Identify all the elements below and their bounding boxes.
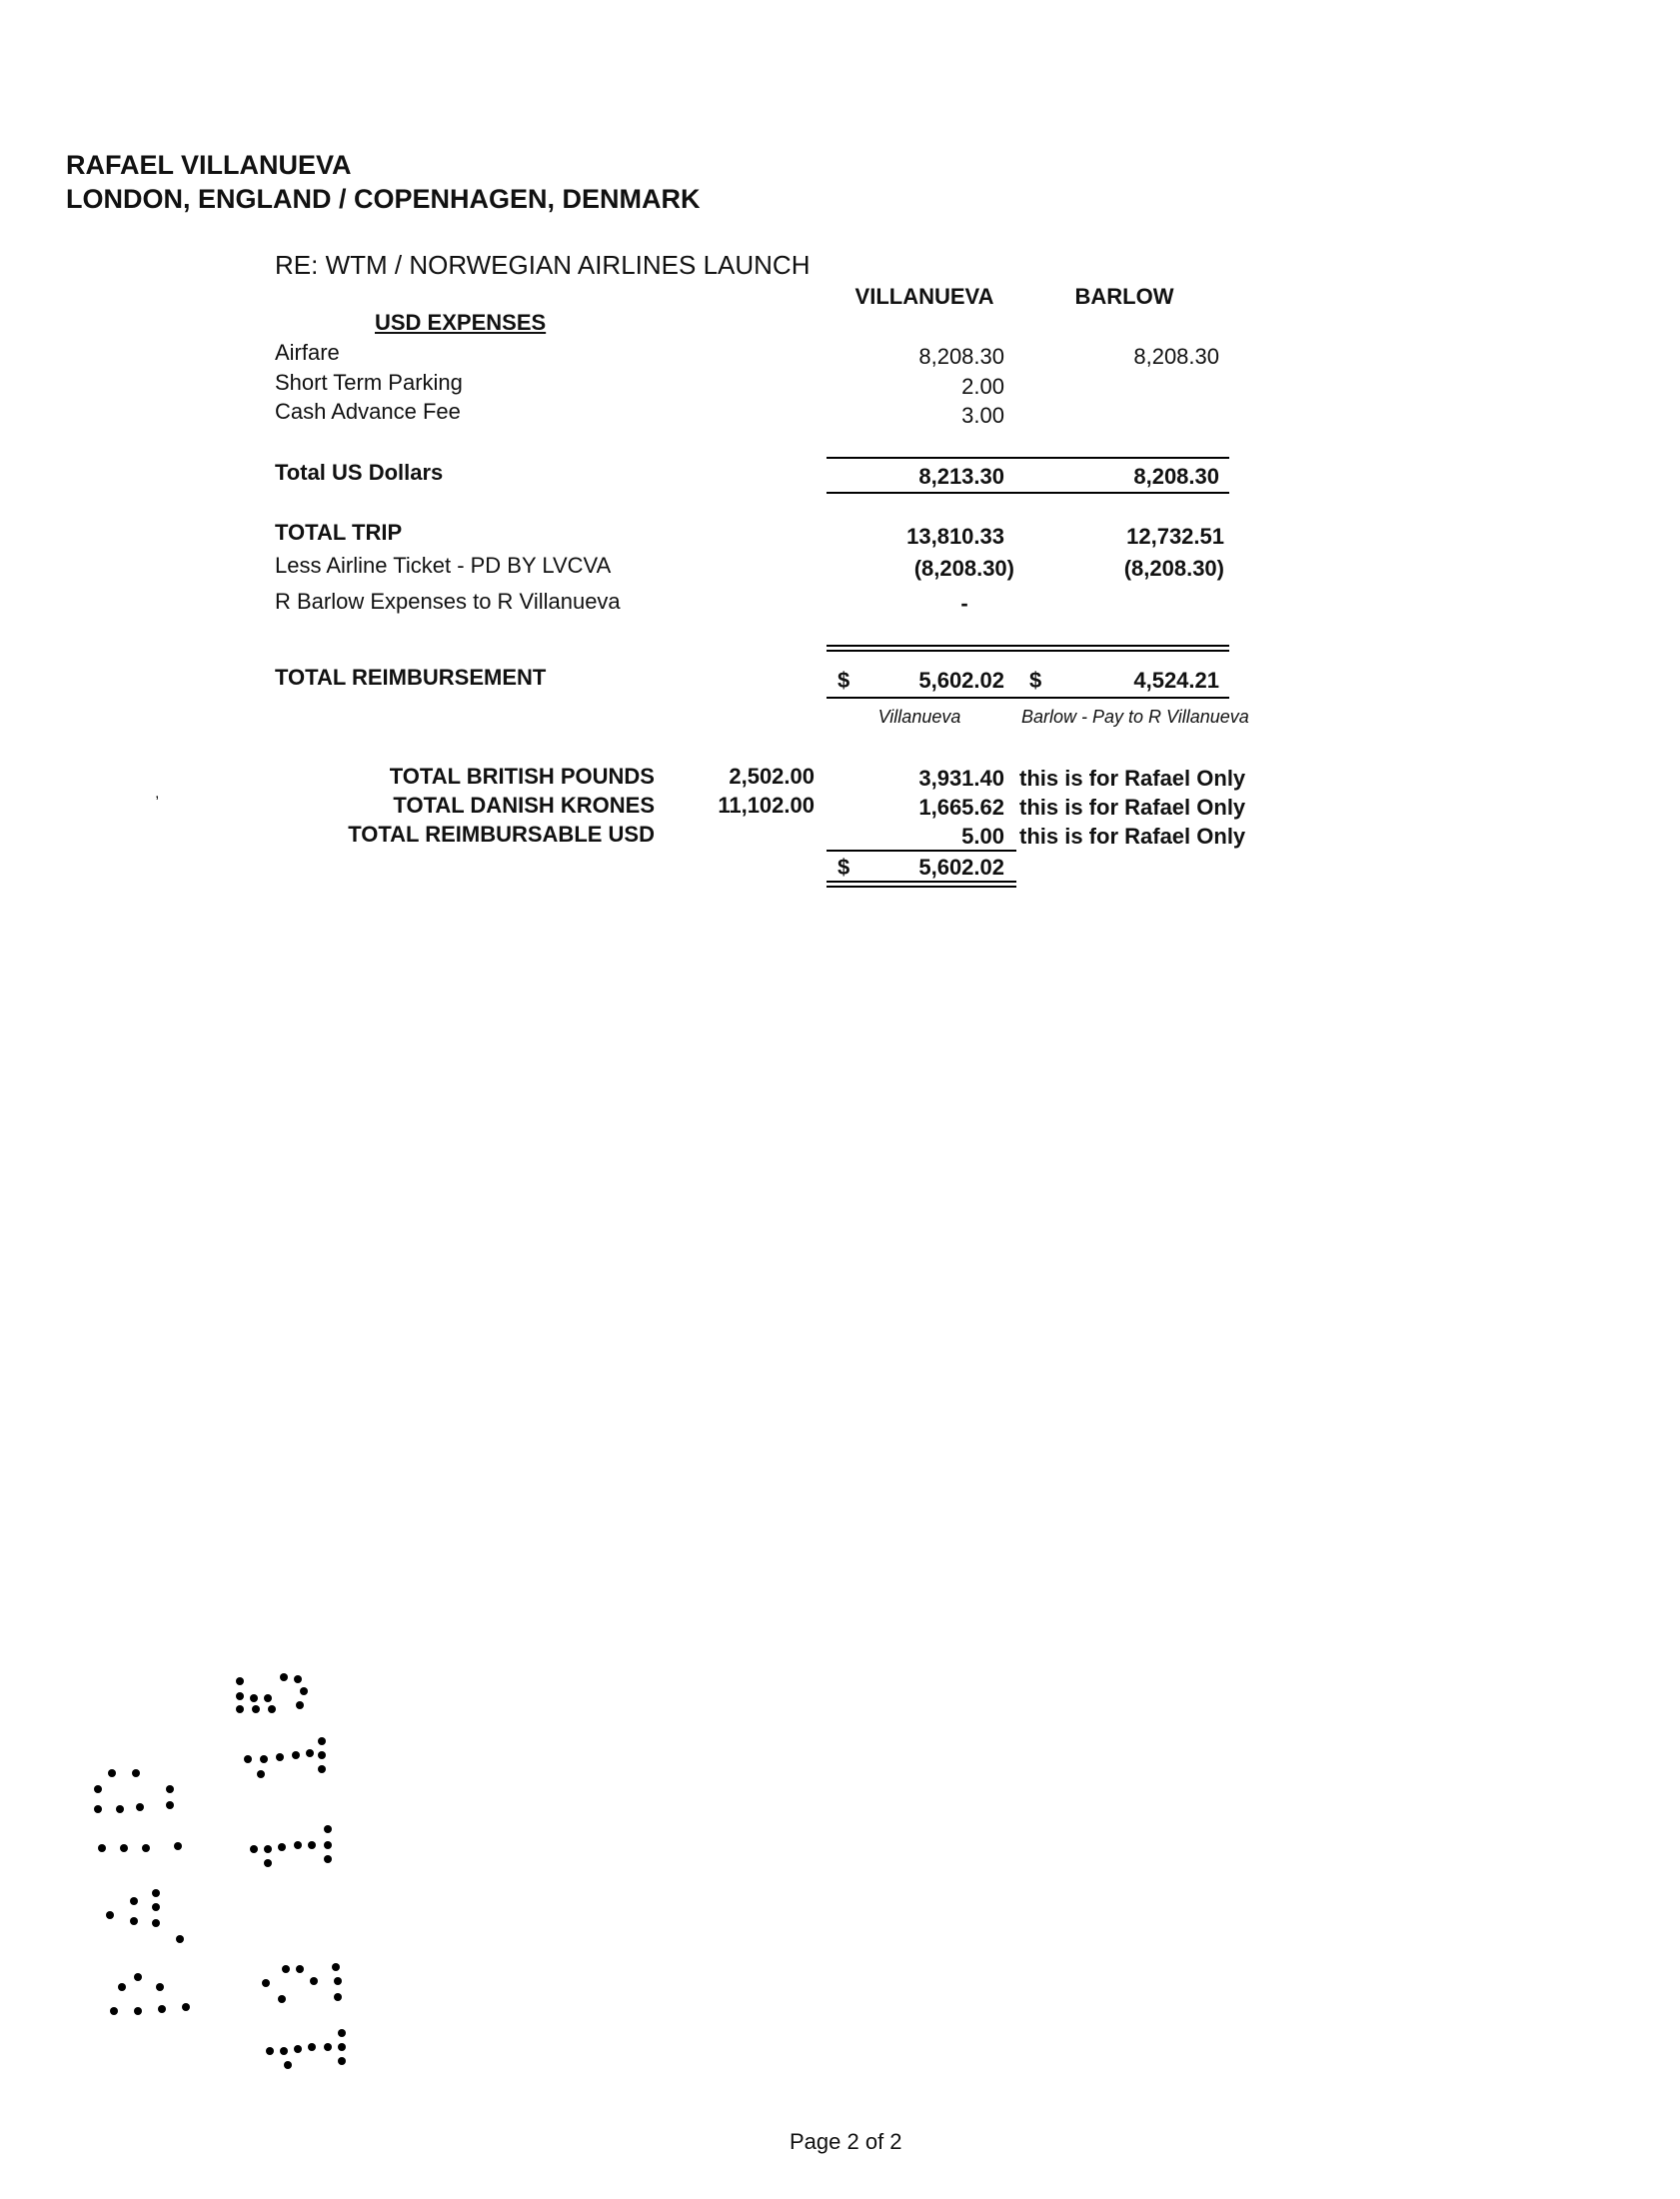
page-number: Page 2 of 2	[790, 2129, 902, 2154]
less-ticket-barlow: (8,208.30)	[1123, 556, 1224, 581]
summary-foreign: 11,102.00	[718, 793, 815, 818]
summary-rule	[827, 881, 1016, 883]
total-rule	[827, 492, 1229, 494]
reimbursement-barlow: 4,524.21	[1133, 668, 1219, 693]
reimbursement-rule	[827, 645, 1229, 647]
total-reimbursement-label: TOTAL REIMBURSEMENT	[275, 665, 547, 690]
summary-total: 5,602.02	[918, 855, 1004, 880]
barlow-expenses-villanueva: -	[960, 591, 968, 616]
line-item-label: Cash Advance Fee	[275, 399, 461, 424]
reimbursement-rule	[827, 697, 1229, 699]
summary-label: TOTAL BRITISH POUNDS	[389, 764, 655, 789]
barlow-expenses-label: R Barlow Expenses to R Villanueva	[275, 589, 621, 614]
line-item-barlow: 8,208.30	[1133, 344, 1219, 369]
total-usd-label: Total US Dollars	[275, 460, 444, 485]
total-trip-barlow: 12,732.51	[1126, 524, 1224, 549]
summary-label: TOTAL DANISH KRONES	[393, 793, 655, 818]
summary-label: TOTAL REIMBURSABLE USD	[348, 822, 655, 847]
summary-note: this is for Rafael Only	[1019, 766, 1246, 791]
scan-mark: ,	[155, 785, 160, 802]
less-ticket-villanueva: (8,208.30)	[913, 556, 1014, 581]
total-usd-villanueva: 8,213.30	[918, 464, 1004, 489]
currency-sign: $	[838, 855, 850, 880]
trip-location: LONDON, ENGLAND / COPENHAGEN, DENMARK	[66, 184, 701, 214]
note-barlow: Barlow - Pay to R Villanueva	[1021, 707, 1249, 727]
employee-name: RAFAEL VILLANUEVA	[66, 150, 352, 180]
column-header-barlow: BARLOW	[1074, 284, 1174, 309]
usd-expenses-heading: USD EXPENSES	[375, 310, 547, 335]
reimbursement-rule	[827, 650, 1229, 652]
less-ticket-label: Less Airline Ticket - PD BY LVCVA	[275, 553, 612, 578]
column-header-villanueva: VILLANUEVA	[854, 284, 994, 309]
line-item-villanueva: 8,208.30	[918, 344, 1004, 369]
summary-rule	[827, 886, 1016, 888]
summary-foreign: 2,502.00	[729, 764, 815, 789]
currency-sign: $	[838, 668, 850, 693]
summary-usd: 3,931.40	[918, 766, 1004, 791]
total-trip-villanueva: 13,810.33	[906, 524, 1004, 549]
line-item-label: Airfare	[275, 340, 340, 365]
summary-note: this is for Rafael Only	[1019, 824, 1246, 849]
summary-usd: 5.00	[961, 824, 1004, 849]
total-trip-label: TOTAL TRIP	[275, 520, 403, 545]
line-item-label: Short Term Parking	[275, 370, 463, 395]
total-usd-barlow: 8,208.30	[1133, 464, 1219, 489]
summary-note: this is for Rafael Only	[1019, 795, 1246, 820]
summary-rule	[827, 850, 1016, 852]
reimbursement-villanueva: 5,602.02	[918, 668, 1004, 693]
re-line: RE: WTM / NORWEGIAN AIRLINES LAUNCH	[275, 250, 811, 280]
line-item-villanueva: 2.00	[961, 374, 1004, 399]
note-villanueva: Villanueva	[877, 707, 961, 727]
summary-usd: 1,665.62	[918, 795, 1004, 820]
total-rule	[827, 457, 1229, 459]
line-item-villanueva: 3.00	[961, 403, 1004, 428]
currency-sign: $	[1029, 668, 1042, 693]
